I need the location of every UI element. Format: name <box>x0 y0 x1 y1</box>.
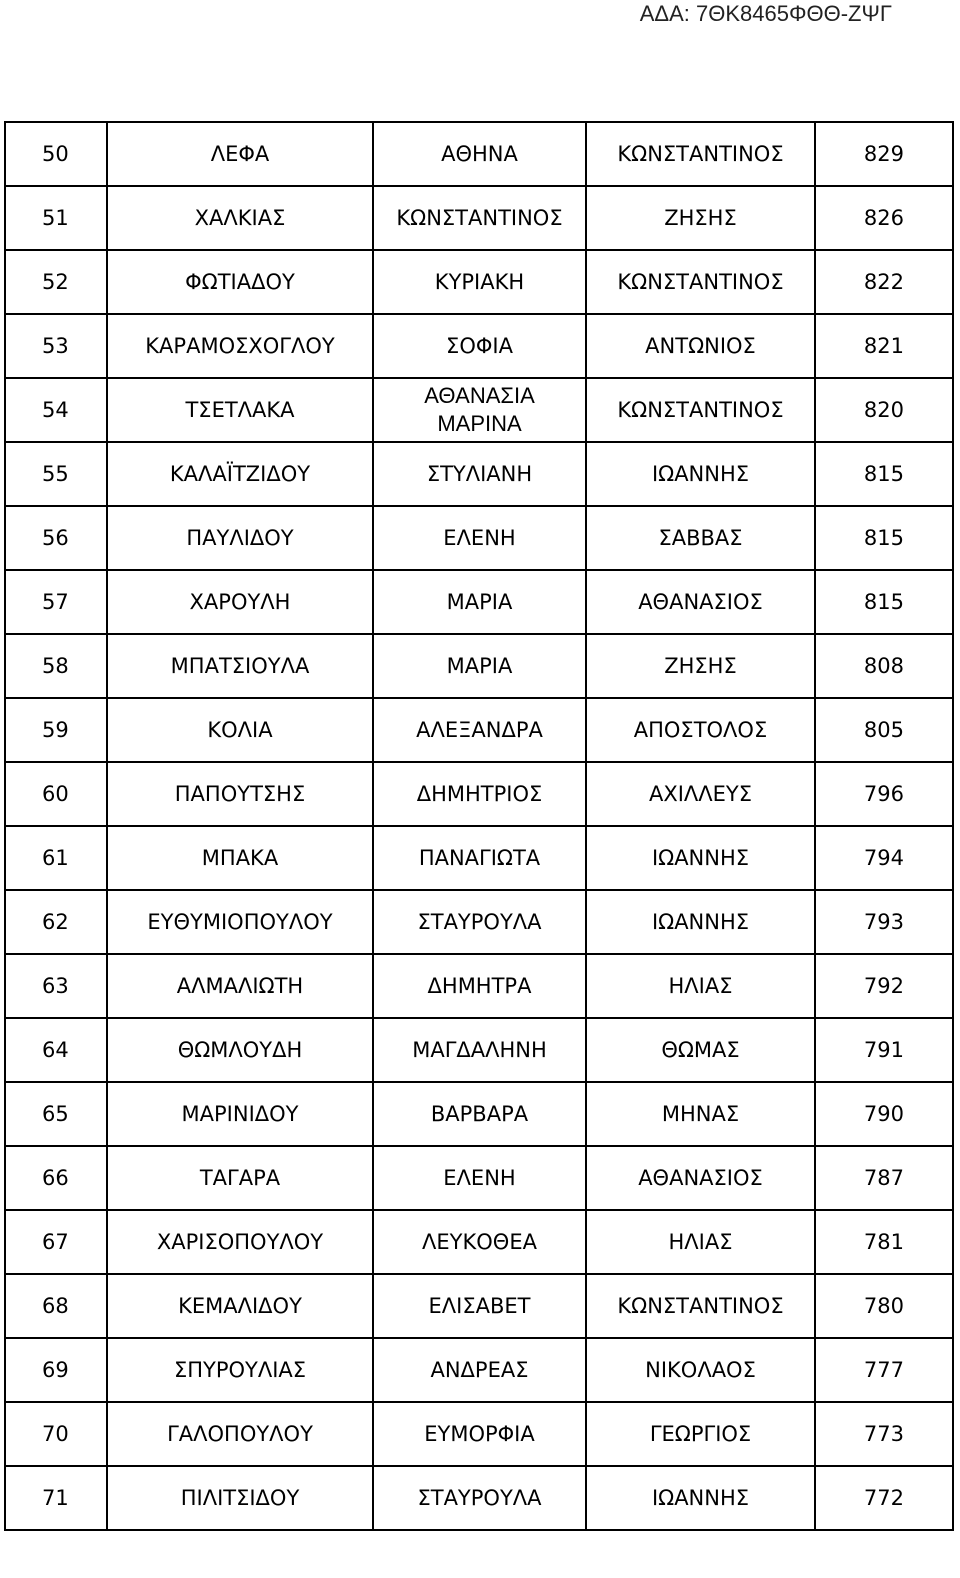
table-row <box>5 1082 953 1146</box>
row-number-cell: 71 <box>5 1466 107 1530</box>
table-row <box>5 1274 953 1338</box>
father-name-cell: ΓΕΩΡΓΙΟΣ <box>586 1402 815 1466</box>
table-row <box>5 186 953 250</box>
score-cell: 794 <box>815 826 953 890</box>
father-name-cell: ΖΗΣΗΣ <box>586 186 815 250</box>
row-number-cell: 54 <box>5 378 107 442</box>
father-name-cell: ΚΩΝΣΤΑΝΤΙΝΟΣ <box>586 1274 815 1338</box>
father-name-cell: ΗΛΙΑΣ <box>586 1210 815 1274</box>
row-number-cell: 64 <box>5 1018 107 1082</box>
row-number-cell: 68 <box>5 1274 107 1338</box>
surname-cell: ΠΑΠΟΥΤΣΗΣ <box>107 762 373 826</box>
first-name-cell: ΔΗΜΗΤΡΑ <box>373 954 586 1018</box>
surname-cell: ΧΑΡΙΣΟΠΟΥΛΟΥ <box>107 1210 373 1274</box>
surname-cell: ΤΑΓΑΡΑ <box>107 1146 373 1210</box>
surname-cell: ΠΙΛΙΤΣΙΔΟΥ <box>107 1466 373 1530</box>
table-row <box>5 122 953 186</box>
score-cell: 793 <box>815 890 953 954</box>
father-name-cell: ΖΗΣΗΣ <box>586 634 815 698</box>
row-number-cell: 50 <box>5 122 107 186</box>
father-name-cell: ΜΗΝΑΣ <box>586 1082 815 1146</box>
surname-cell: ΛΕΦΑ <box>107 122 373 186</box>
score-cell: 773 <box>815 1402 953 1466</box>
surname-cell: ΤΣΕΤΛΑΚΑ <box>107 378 373 442</box>
first-name-cell: ΜΑΓΔΑΛΗΝΗ <box>373 1018 586 1082</box>
score-cell: 772 <box>815 1466 953 1530</box>
surname-cell: ΚΑΡΑΜΟΣΧΟΓΛΟΥ <box>107 314 373 378</box>
first-name-cell: ΜΑΡΙΑ <box>373 570 586 634</box>
first-name-cell <box>373 378 586 442</box>
score-cell: 808 <box>815 634 953 698</box>
surname-cell: ΠΑΥΛΙΔΟΥ <box>107 506 373 570</box>
surname-cell: ΚΑΛΑΪΤΖΙΔΟΥ <box>107 442 373 506</box>
roster-body <box>5 122 953 1530</box>
surname-cell: ΧΑΡΟΥΛΗ <box>107 570 373 634</box>
row-number-cell: 70 <box>5 1402 107 1466</box>
score-cell: 780 <box>815 1274 953 1338</box>
score-cell: 826 <box>815 186 953 250</box>
surname-cell: ΕΥΘΥΜΙΟΠΟΥΛΟΥ <box>107 890 373 954</box>
table-row <box>5 506 953 570</box>
father-name-cell: ΑΘΑΝΑΣΙΟΣ <box>586 1146 815 1210</box>
father-name-cell: ΑΠΟΣΤΟΛΟΣ <box>586 698 815 762</box>
row-number-cell: 56 <box>5 506 107 570</box>
first-name-cell: ΣΤΑΥΡΟΥΛΑ <box>373 890 586 954</box>
row-number-cell: 58 <box>5 634 107 698</box>
first-name-cell: ΕΥΜΟΡΦΙΑ <box>373 1402 586 1466</box>
score-cell: 791 <box>815 1018 953 1082</box>
score-cell: 781 <box>815 1210 953 1274</box>
row-number-cell: 55 <box>5 442 107 506</box>
table-row <box>5 954 953 1018</box>
surname-cell: ΘΩΜΛΟΥΔΗ <box>107 1018 373 1082</box>
surname-cell: ΧΑΛΚΙΑΣ <box>107 186 373 250</box>
first-name-cell: ΑΛΕΞΑΝΔΡΑ <box>373 698 586 762</box>
father-name-cell: ΑΘΑΝΑΣΙΟΣ <box>586 570 815 634</box>
table-row <box>5 890 953 954</box>
ada-code: ΑΔΑ: 7ΘΚ8465ΦΘΘ-ΖΨΓ <box>639 1 892 26</box>
surname-cell: ΚΕΜΑΛΙΔΟΥ <box>107 1274 373 1338</box>
row-number-cell: 62 <box>5 890 107 954</box>
father-name-cell: ΗΛΙΑΣ <box>586 954 815 1018</box>
surname-cell: ΓΑΛΟΠΟΥΛΟΥ <box>107 1402 373 1466</box>
row-number-cell: 65 <box>5 1082 107 1146</box>
table-row <box>5 762 953 826</box>
row-number-cell: 52 <box>5 250 107 314</box>
table-row <box>5 570 953 634</box>
first-name-line: ΑΘΑΝΑΣΙΑ <box>424 383 535 408</box>
score-cell: 822 <box>815 250 953 314</box>
father-name-cell: ΣΑΒΒΑΣ <box>586 506 815 570</box>
surname-cell: ΜΠΑΤΣΙΟΥΛΑ <box>107 634 373 698</box>
score-cell: 821 <box>815 314 953 378</box>
table-row <box>5 378 953 442</box>
table-row <box>5 250 953 314</box>
father-name-cell: ΙΩΑΝΝΗΣ <box>586 442 815 506</box>
table-row <box>5 634 953 698</box>
table-row <box>5 1338 953 1402</box>
first-name-cell: ΑΝΔΡΕΑΣ <box>373 1338 586 1402</box>
surname-cell: ΦΩΤΙΑΔΟΥ <box>107 250 373 314</box>
first-name-cell: ΕΛΕΝΗ <box>373 1146 586 1210</box>
surname-cell: ΜΑΡΙΝΙΔΟΥ <box>107 1082 373 1146</box>
first-name-cell: ΜΑΡΙΑ <box>373 634 586 698</box>
score-cell: 805 <box>815 698 953 762</box>
surname-cell: ΑΛΜΑΛΙΩΤΗ <box>107 954 373 1018</box>
row-number-cell: 63 <box>5 954 107 1018</box>
first-name-cell: ΣΤΥΛΙΑΝΗ <box>373 442 586 506</box>
table-row <box>5 1466 953 1530</box>
row-number-cell: 59 <box>5 698 107 762</box>
score-cell: 790 <box>815 1082 953 1146</box>
score-cell: 796 <box>815 762 953 826</box>
table-row <box>5 1402 953 1466</box>
score-cell: 815 <box>815 506 953 570</box>
table-row <box>5 1210 953 1274</box>
row-number-cell: 61 <box>5 826 107 890</box>
row-number-cell: 51 <box>5 186 107 250</box>
father-name-cell: ΙΩΑΝΝΗΣ <box>586 826 815 890</box>
first-name-line: ΜΑΡΙΝΑ <box>437 411 522 436</box>
score-cell: 815 <box>815 442 953 506</box>
first-name-cell: ΣΟΦΙΑ <box>373 314 586 378</box>
first-name-cell: ΠΑΝΑΓΙΩΤΑ <box>373 826 586 890</box>
row-number-cell: 67 <box>5 1210 107 1274</box>
row-number-cell: 57 <box>5 570 107 634</box>
score-cell: 829 <box>815 122 953 186</box>
score-cell: 777 <box>815 1338 953 1402</box>
first-name-cell: ΕΛΕΝΗ <box>373 506 586 570</box>
table-row <box>5 442 953 506</box>
surname-cell: ΚΟΛΙΑ <box>107 698 373 762</box>
father-name-cell: ΑΧΙΛΛΕΥΣ <box>586 762 815 826</box>
score-cell: 820 <box>815 378 953 442</box>
table-row <box>5 1146 953 1210</box>
table-row <box>5 1018 953 1082</box>
father-name-cell: ΙΩΑΝΝΗΣ <box>586 890 815 954</box>
first-name-cell: ΚΩΝΣΤΑΝΤΙΝΟΣ <box>373 186 586 250</box>
father-name-cell: ΑΝΤΩΝΙΟΣ <box>586 314 815 378</box>
father-name-cell: ΙΩΑΝΝΗΣ <box>586 1466 815 1530</box>
row-number-cell: 69 <box>5 1338 107 1402</box>
score-cell: 787 <box>815 1146 953 1210</box>
father-name-cell: ΚΩΝΣΤΑΝΤΙΝΟΣ <box>586 250 815 314</box>
first-name-cell: ΛΕΥΚΟΘΕΑ <box>373 1210 586 1274</box>
first-name-cell: ΒΑΡΒΑΡΑ <box>373 1082 586 1146</box>
score-cell: 815 <box>815 570 953 634</box>
first-name-cell: ΚΥΡΙΑΚΗ <box>373 250 586 314</box>
roster-table <box>4 121 954 1531</box>
table-row <box>5 314 953 378</box>
father-name-cell: ΚΩΝΣΤΑΝΤΙΝΟΣ <box>586 122 815 186</box>
father-name-cell: ΘΩΜΑΣ <box>586 1018 815 1082</box>
score-cell: 792 <box>815 954 953 1018</box>
table-row <box>5 698 953 762</box>
table-row <box>5 826 953 890</box>
surname-cell: ΣΠΥΡΟΥΛΙΑΣ <box>107 1338 373 1402</box>
first-name-cell: ΑΘΗΝΑ <box>373 122 586 186</box>
first-name-cell: ΣΤΑΥΡΟΥΛΑ <box>373 1466 586 1530</box>
row-number-cell: 53 <box>5 314 107 378</box>
father-name-cell: ΚΩΝΣΤΑΝΤΙΝΟΣ <box>586 378 815 442</box>
father-name-cell: ΝΙΚΟΛΑΟΣ <box>586 1338 815 1402</box>
row-number-cell: 60 <box>5 762 107 826</box>
row-number-cell: 66 <box>5 1146 107 1210</box>
surname-cell: ΜΠΑΚΑ <box>107 826 373 890</box>
first-name-cell: ΕΛΙΣΑΒΕΤ <box>373 1274 586 1338</box>
first-name-cell: ΔΗΜΗΤΡΙΟΣ <box>373 762 586 826</box>
